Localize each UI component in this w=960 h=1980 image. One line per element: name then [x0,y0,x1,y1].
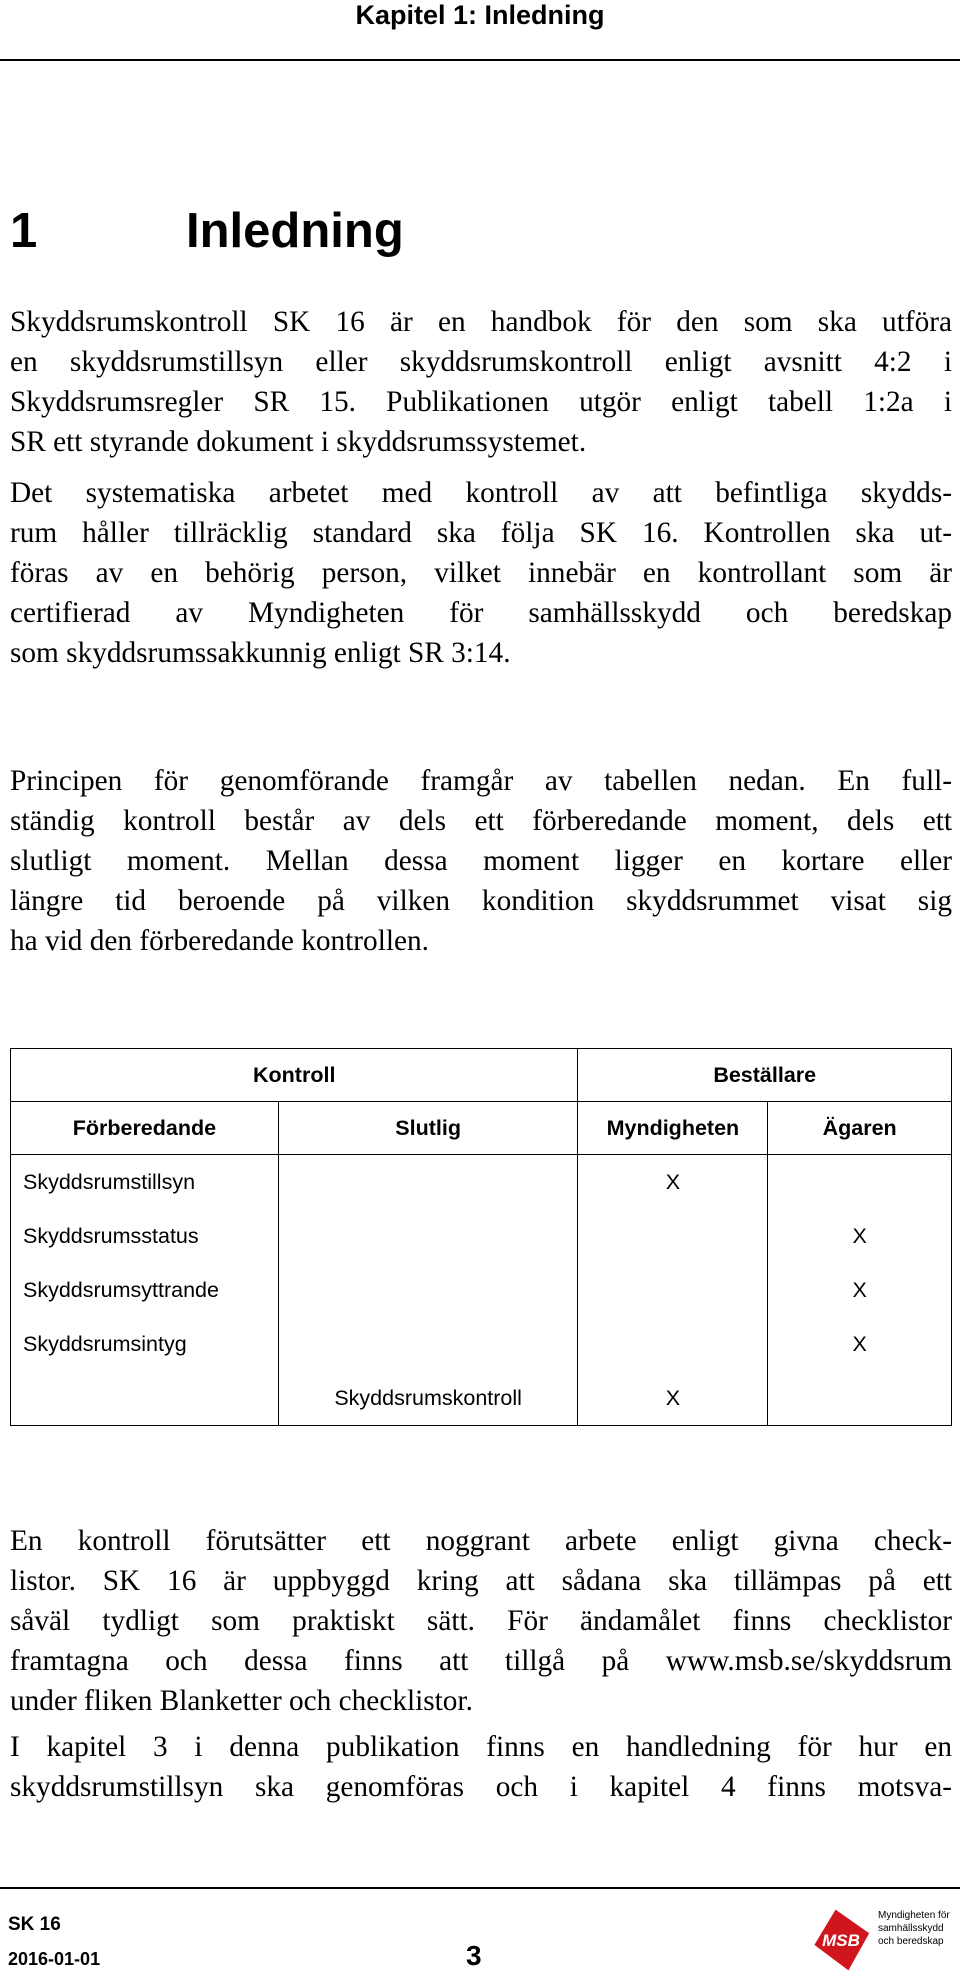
table-cell [578,1209,768,1263]
table-column-header: Slutlig [278,1102,578,1155]
table-cell: Skyddsrumstillsyn [11,1155,279,1210]
table-group-header-row [11,1049,952,1102]
table-cell [11,1371,279,1426]
logo-caption-line: samhällsskydd [878,1923,944,1934]
text-line: framtagna och dessa finns att tillgå på www.msb.se/skyddsrum [10,1645,952,1677]
table-cell [578,1263,768,1317]
table-cell [278,1263,578,1317]
text-line: såväl tydligt som praktiskt sätt. För ändamålet finns checklistor [10,1605,952,1637]
footer-date: 2016-01-01 [8,1949,101,1969]
table-column-header: Ägaren [768,1102,952,1155]
footer-rule [0,1887,960,1889]
running-header: Kapitel 1: Inledning [355,0,605,30]
msb-logo-mark-icon [812,1905,876,1975]
table-cell [278,1209,578,1263]
text-line: ständig kontroll består av dels ett förberedande moment, dels ett [10,805,952,837]
text-line: skyddsrumstillsyn ska genomföras och i kapitel 4 finns motsva- [10,1771,952,1803]
table-cell: X [578,1371,768,1426]
text-line: föras av en behörig person, vilket innebär en kontrollant som är [10,557,952,589]
table-cell: X [578,1155,768,1210]
text-line: rum håller tillräcklig standard ska följa SK 16. Kontrollen ska ut- [10,517,952,549]
page-number: 3 [466,1940,482,1971]
header-rule [0,59,960,61]
table-column-header: Myndigheten [578,1102,768,1155]
text-line: SR ett styrande dokument i skyddsrumssystemet. [10,426,587,458]
table-cell: X [768,1263,952,1317]
text-line: Skyddsrumsregler SR 15. Publikationen utgör enligt tabell 1:2a i [10,386,952,418]
table-cell [768,1155,952,1210]
text-line: En kontroll förutsätter ett noggrant arbete enligt givna check- [10,1525,952,1557]
table-row [11,1209,952,1263]
text-line: I kapitel 3 i denna publikation finns en handledning för hur en [10,1731,952,1763]
paragraph-checklists [10,1521,952,1721]
text-line: slutligt moment. Mellan dessa moment ligger en kortare eller [10,845,952,877]
table-cell: Skyddsrumsyttrande [11,1263,279,1317]
control-table [10,1048,952,1426]
table-cell: Skyddsrumsstatus [11,1209,279,1263]
paragraph-chapters [10,1727,952,1807]
text-line: en skyddsrumstillsyn eller skyddsrumskontroll enligt avsnitt 4:2 i [10,346,952,378]
table-cell [578,1317,768,1371]
table-group-header: Beställare [578,1049,952,1102]
table-row [11,1263,952,1317]
footer-publication: SK 16 [8,1914,61,1935]
table-cell: Skyddsrumskontroll [278,1371,578,1426]
table-row [11,1317,952,1371]
paragraph-systematic-work [10,473,952,673]
chapter-heading [10,201,404,261]
logo-caption-line: Myndigheten för [878,1910,950,1921]
logo-caption-line: och beredskap [878,1936,944,1947]
text-line: listor. SK 16 är uppbyggd kring att sådana ska tillämpas på ett [10,1565,952,1597]
text-line: ha vid den förberedande kontrollen. [10,925,429,957]
paragraph-principle [10,761,952,961]
table-cell: Skyddsrumsintyg [11,1317,279,1371]
text-line: Det systematiska arbetet med kontroll av att befintliga skydds- [10,477,952,509]
table-cell: X [768,1209,952,1263]
text-line: under fliken Blanketter och checklistor. [10,1685,473,1717]
table-row [11,1371,952,1426]
table-cell [768,1371,952,1426]
chapter-number: 1 [10,204,38,258]
svg-text:MSB: MSB [822,1931,860,1950]
table-cell: X [768,1317,952,1371]
paragraph-intro [10,302,952,462]
table-cell [278,1155,578,1210]
text-line: längre tid beroende på vilken kondition skyddsrummet visat sig [10,885,952,917]
table-row [11,1155,952,1210]
table-column-header: Förberedande [11,1102,279,1155]
msb-logo-caption [878,1909,960,1948]
text-line: som skyddsrumssakkunnig enligt SR 3:14. [10,637,511,669]
chapter-title: Inledning [186,204,404,258]
text-line: Principen för genomförande framgår av tabellen nedan. En full- [10,765,952,797]
table-cell [278,1317,578,1371]
table-group-header: Kontroll [11,1049,578,1102]
table-column-header-row [11,1102,952,1155]
text-line: Skyddsrumskontroll SK 16 är en handbok för den som ska utföra [10,306,952,338]
text-line: certifierad av Myndigheten för samhällsskydd och beredskap [10,597,952,629]
